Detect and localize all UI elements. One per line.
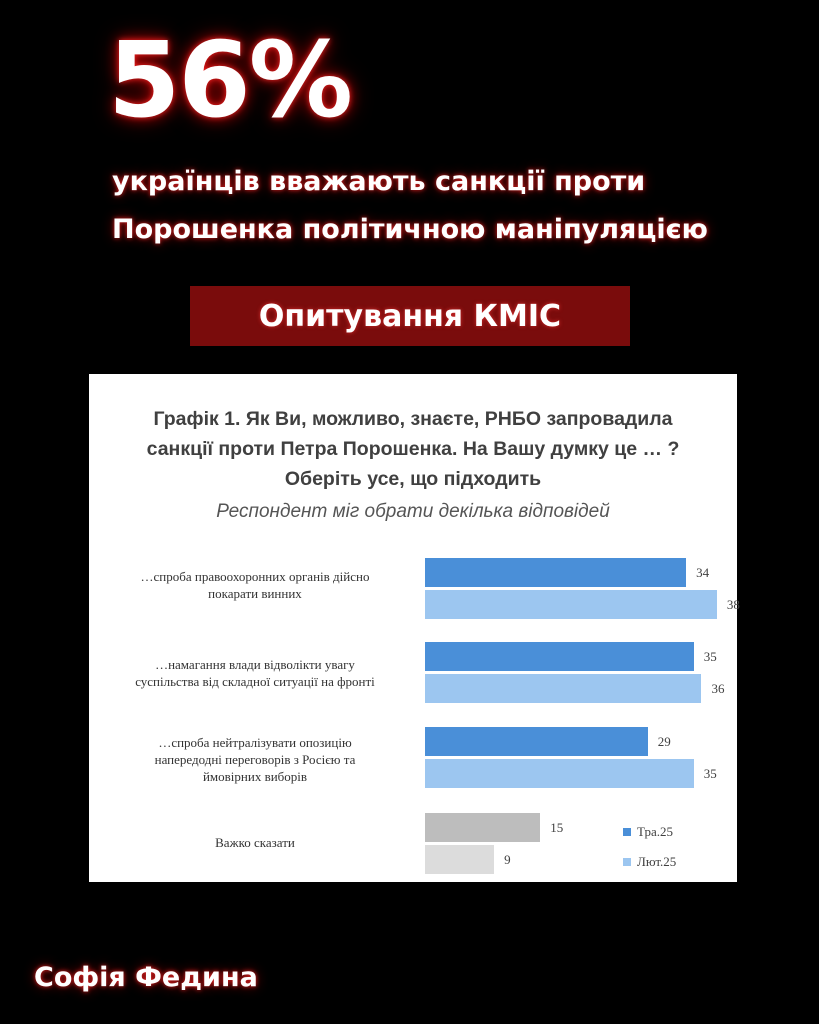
category-label-line: …намагання влади відволікти увагу [155,657,355,672]
bar-value-label: 36 [711,681,725,696]
category-label-line: напередодні переговорів з Росією та [154,752,356,767]
bar-value-label: 29 [657,734,671,749]
category-label-line: суспільства від складної ситуації на фронті [135,674,375,689]
bar-tra25 [425,558,686,587]
chart-title [89,404,737,494]
category-label-line: …спроба правоохоронних органів дійсно [140,569,370,584]
bar-lyut25 [425,674,701,703]
legend-swatch [623,858,631,866]
bar-value-label: 9 [504,852,511,867]
bar-value-label: 35 [703,766,717,781]
bar-tra25 [425,813,540,842]
legend-item [623,824,673,840]
survey-badge: Опитування КМІС [190,286,630,346]
legend-label: Лют.25 [637,854,677,869]
category-label-line: …спроба нейтралізувати опозицію [158,735,352,750]
chart-title-line-3: Оберіть усе, що підходить [284,468,542,490]
bar-value-label: 35 [703,649,717,664]
bar-value-label: 34 [696,565,710,580]
chart-title-line-2: санкції проти Петра Порошенка. На Вашу думку це … ? [146,438,680,460]
bar-tra25 [425,642,694,671]
legend-swatch [623,828,631,836]
chart-title-line-1: Графік 1. Як Ви, можливо, знаєте, РНБО запровадила [153,408,673,430]
category-label-line: покарати винних [208,586,302,601]
legend-item [623,854,676,870]
author-signature: Софія Федина [34,962,258,993]
chart-subtitle: Респондент міг обрати декілька відповідей [216,501,610,522]
category-label [95,656,415,690]
category-label [95,734,415,785]
headline-percent: 56% [108,19,351,141]
bar-tra25 [425,727,648,756]
bar-value-label: 15 [550,820,564,835]
bar-lyut25 [425,759,694,788]
headline-line-2: Порошенка політичною маніпуляцією [112,214,708,245]
bar-lyut25 [425,590,717,619]
bar-value-label: 38 [726,597,740,612]
category-label-line: Важко сказати [215,835,295,850]
category-label [95,568,415,602]
legend-label: Тра.25 [637,824,673,839]
headline-line-1: українців вважають санкції проти [112,166,646,197]
bar-lyut25 [425,845,494,874]
category-label-line: ймовірних виборів [202,769,308,784]
chart-panel [89,374,740,882]
category-label [95,834,415,851]
